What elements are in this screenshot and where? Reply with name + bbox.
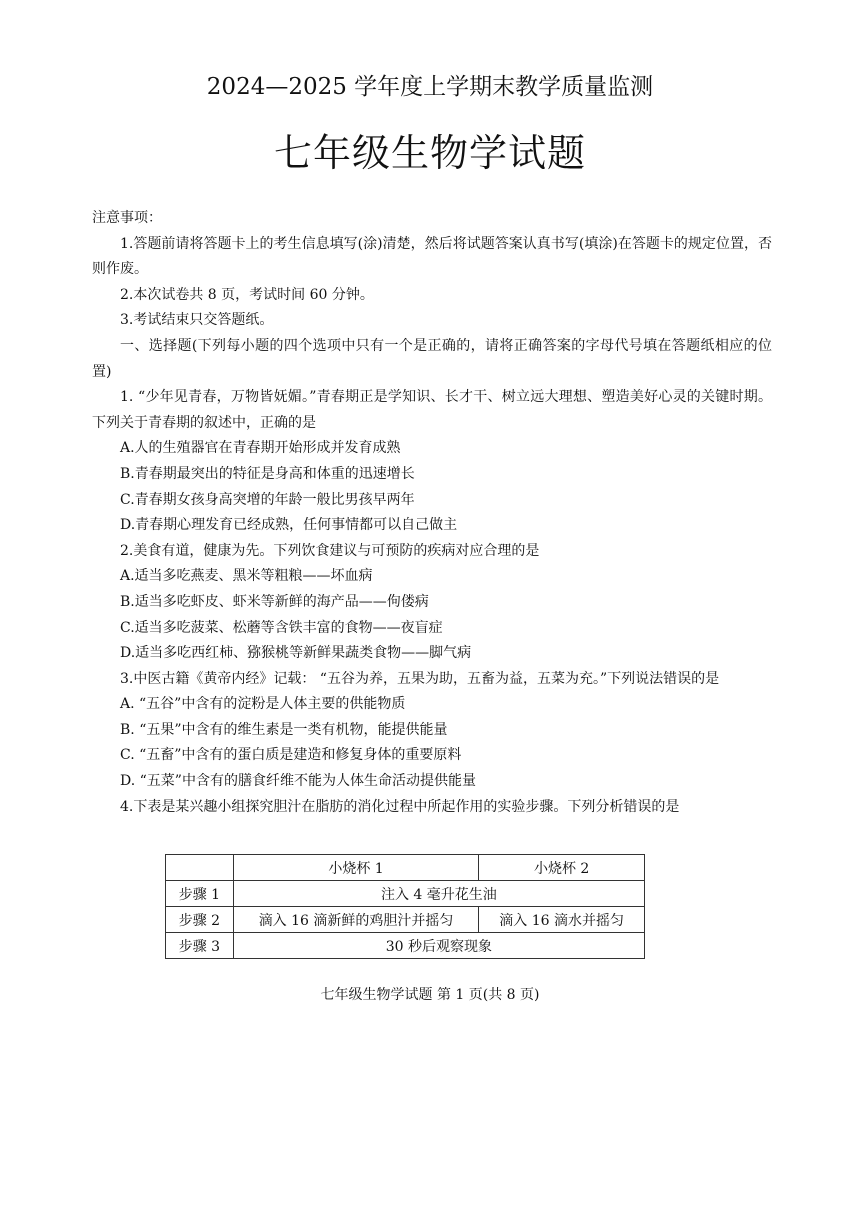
notes-heading: 注意事项： xyxy=(92,210,162,226)
question-3-option-a: A. “五谷”中含有的淀粉是人体主要的供能物质 xyxy=(120,696,406,713)
note-item-1: 1.答题前请将答题卡上的考生信息填写(涂)清楚，然后将试题答案认真书写(填涂)在答题卡的规定位置，否则作废。 xyxy=(92,235,772,278)
question-3-stem: 3.中医古籍《黄帝内经》记载： “五谷为养，五果为助，五畜为益，五菜为充。”下列说法错误的是 xyxy=(120,670,720,687)
question-2-option-d: D.适当多吃西红柿、猕猴桃等新鲜果蔬类食物——脚气病 xyxy=(120,645,472,662)
question-3-option-b: B. “五果”中含有的维生素是一类有机物，能提供能量 xyxy=(120,721,448,738)
question-4-stem: 4.下表是某兴趣小组探究胆汁在脂肪的消化过程中所起作用的实验步骤。下列分析错误的是 xyxy=(120,798,680,815)
exam-subtitle: 2024—2025 学年度上学期末教学质量监测 xyxy=(206,74,654,100)
question-2-option-a: A.适当多吃燕麦、黑米等粗粮——坏血病 xyxy=(120,568,373,585)
exam-content xyxy=(92,206,772,820)
question-3-option-d: D. “五菜”中含有的膳食纤维不能为人体生命活动提供能量 xyxy=(120,773,476,790)
question-2-stem: 2.美食有道，健康为先。下列饮食建议与可预防的疾病对应合理的是 xyxy=(120,542,540,559)
table-row xyxy=(166,933,645,959)
page-footer: 七年级生物学试题 第 1 页(共 8 页) xyxy=(320,987,540,1003)
question-2-option-b: B.适当多吃虾皮、虾米等新鲜的海产品——佝偻病 xyxy=(120,593,429,610)
step-2-cup-2: 滴入 16 滴水并摇匀 xyxy=(479,907,645,933)
exam-title: 七年级生物学试题 xyxy=(273,131,586,175)
question-1-stem: 1. “少年见青春，万物皆妩媚。”青春期正是学知识、长才干、树立远大理想、塑造美好心灵的关键时期。下列关于青春期的叙述中，正确的是 xyxy=(92,389,772,431)
question-2-option-c: C.适当多吃菠菜、松蘑等含铁丰富的食物——夜盲症 xyxy=(120,619,443,636)
step-1-value: 注入 4 毫升花生油 xyxy=(233,881,644,907)
note-item-3: 3.考试结束只交答题纸。 xyxy=(120,312,274,329)
question-1-option-d: D.青春期心理发育已经成熟，任何事情都可以自己做主 xyxy=(120,517,458,534)
question-1-option-a: A.人的生殖器官在青春期开始形成并发育成熟 xyxy=(120,440,401,457)
note-item-2: 2.本次试卷共 8 页，考试时间 60 分钟。 xyxy=(120,286,374,303)
step-2-label: 步骤 2 xyxy=(166,907,234,933)
table-header-row xyxy=(166,855,645,881)
step-3-label: 步骤 3 xyxy=(166,933,234,959)
experiment-table xyxy=(165,854,645,959)
step-2-cup-1: 滴入 16 滴新鲜的鸡胆汁并摇匀 xyxy=(233,907,479,933)
table-header-cell-empty xyxy=(166,855,234,881)
step-1-label: 步骤 1 xyxy=(166,881,234,907)
section-heading: 一、选择题(下列每小题的四个选项中只有一个是正确的，请将正确答案的字母代号填在答题纸相应的位置) xyxy=(92,337,772,380)
question-1-option-b: B.青春期最突出的特征是身高和体重的迅速增长 xyxy=(120,465,415,482)
table-header-cup-2: 小烧杯 2 xyxy=(479,855,645,881)
table-row xyxy=(166,907,645,933)
step-3-value: 30 秒后观察现象 xyxy=(233,933,644,959)
question-3-option-c: C. “五畜”中含有的蛋白质是建造和修复身体的重要原料 xyxy=(120,747,462,764)
table-row xyxy=(166,881,645,907)
table-header-cup-1: 小烧杯 1 xyxy=(233,855,479,881)
question-1-option-c: C.青春期女孩身高突增的年龄一般比男孩早两年 xyxy=(120,491,415,508)
